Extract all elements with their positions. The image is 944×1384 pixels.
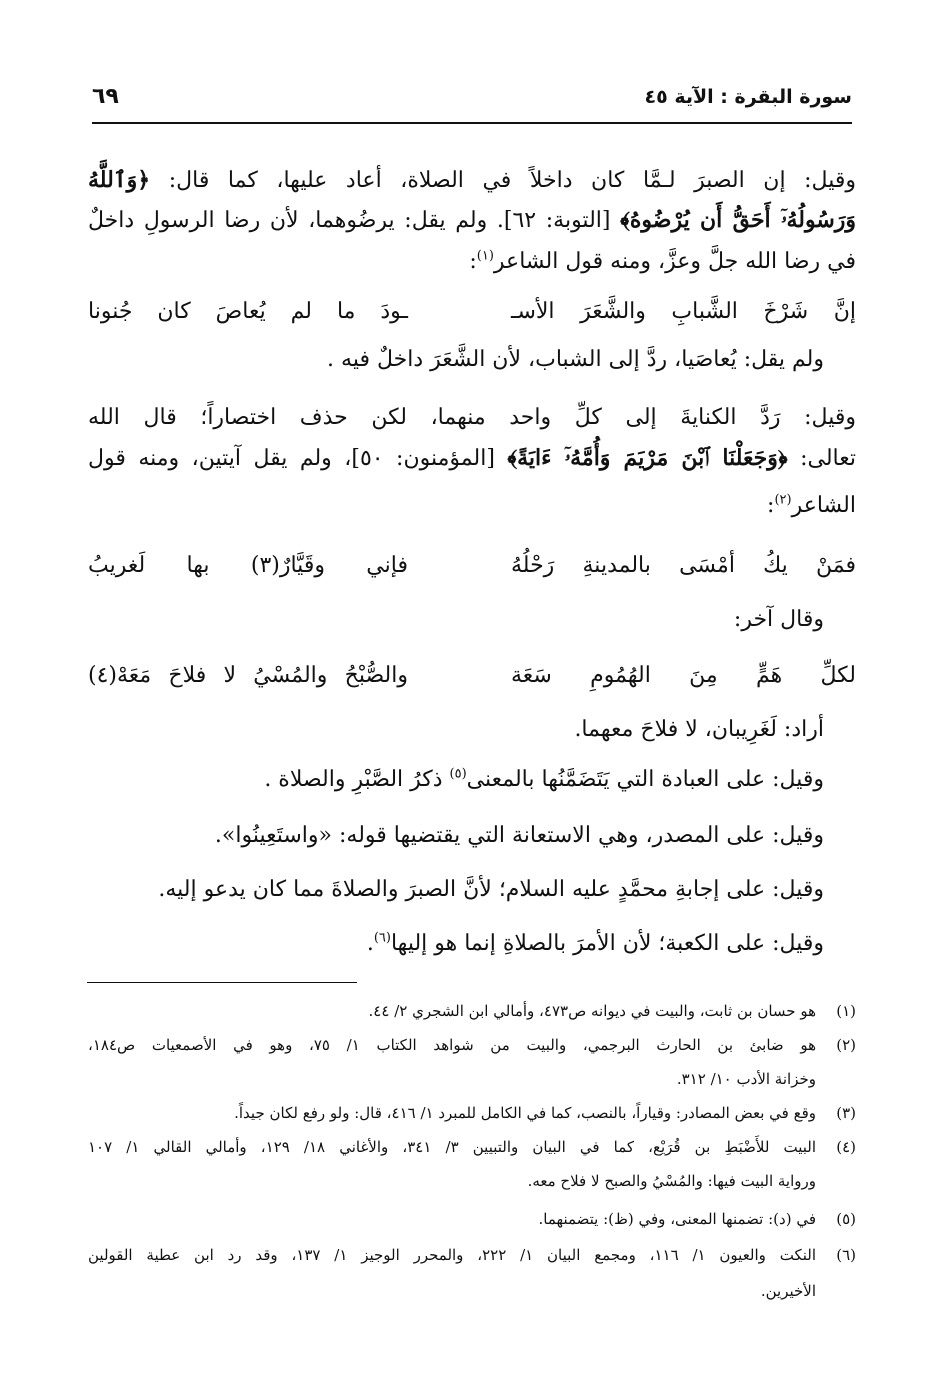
verse-second-hemistich: ـودَ ما لم يُعاصَ كان جُنونا xyxy=(88,299,408,324)
poetry-verse xyxy=(88,292,856,332)
quran-quote: وَرَسُولُهُۥٓ أَحَقُّ أَن يُرْضُوهُ﴾ xyxy=(620,207,857,233)
footnote-separator xyxy=(87,982,357,983)
footnote-number: (٣) xyxy=(836,1104,856,1122)
footnote-text: في (د): تضمنها المعنى، وفي (ظ): يتضمنهما. xyxy=(538,1210,816,1228)
footnote-number: (٢) xyxy=(836,1036,856,1054)
verse-second-hemistich: والصُّبْحُ والمُسْيُ لا فلاحَ مَعَهْ(٤) xyxy=(88,663,408,688)
footnote-number: (١) xyxy=(836,1002,856,1020)
text-line: وقيل: على إجابةِ محمَّدٍ عليه السلام؛ لأنَّ الصبرَ والصلاةَ مما كان يدعو إليه. xyxy=(158,877,824,902)
footnote-text: وخزانة الأدب ١٠/ ٣١٢. xyxy=(676,1070,816,1088)
footnote-text: البيت للأَضْبَطِ بن قُرَيْع، كما في البيان والتبيين ٣/ ٣٤١، والأغاني ١٨/ ١٢٩، وأمالي القالي ١/ ١٠٧ xyxy=(88,1138,817,1156)
footnote-number: (٤) xyxy=(836,1138,856,1156)
footnote-ref[interactable]: (٥) xyxy=(449,766,467,782)
footnote-text: وقع في بعض المصادر: وقياراً، بالنصب، كما في الكامل للمبرد ١/ ٤١٦، قال: ولو رفع لكان جيداً. xyxy=(234,1104,816,1122)
quran-quote: ﴿وَجَعَلْنَا ٱبْنَ مَرْيَمَ وَأُمَّهُۥٓ ءَايَةً﴾ xyxy=(507,445,788,471)
text-line: وقيل: إن الصبرَ لـمَّا كان داخلاً في الصلاة، أعاد عليها، كما قال: ﴿وَٱللَّهُ xyxy=(88,167,856,193)
footnote-text: الأخيرين. xyxy=(760,1282,816,1300)
text-line: وقيل: رَدَّ الكنايةَ إلى كلِّ واحد منهما، لكن حذف اختصاراً؛ قال الله xyxy=(88,405,856,430)
text-line: ولم يقل: يُعاصَيا، ردَّ إلى الشباب، لأن الشَّعَرَ داخلٌ فيه . xyxy=(327,347,824,372)
footnote-text: النكت والعيون ١/ ١١٦، ومجمع البيان ١/ ٢٢٢، والمحرر الوجيز ١/ ١٣٧، وقد رد ابن عطية القولين xyxy=(88,1246,817,1264)
text-line: في رضا الله جلَّ وعزَّ، ومنه قول الشاعر$^{(١)}$: xyxy=(469,248,856,274)
footnote-number: (٦) xyxy=(836,1246,856,1264)
footnote-ref[interactable]: (٢) xyxy=(774,492,792,508)
footnote-ref[interactable]: (١) xyxy=(476,248,494,264)
footnote-text: هو حسان بن ثابت، والبيت في ديوانه ص٤٧٣، وأمالي ابن الشجري ٢/ ٤٤. xyxy=(368,1002,816,1020)
footnote-ref[interactable]: (٦) xyxy=(373,930,391,946)
page-number: ٦٩ xyxy=(92,84,119,109)
footnote-text: هو ضابئ بن الحارث البرجمي، والبيت من شواهد الكتاب ١/ ٧٥، وهو في الأصمعيات ص١٨٤، xyxy=(88,1036,816,1054)
verse-first-hemistich: لكلِّ هَمٍّ مِنَ الهُمُومِ سَعَة xyxy=(511,663,856,688)
text-line: وَرَسُولُهُۥٓ أَحَقُّ أَن يُرْضُوهُ﴾ [التوبة: ٦٢]. ولم يقل: يرضُوهما، لأن رضا الرسولِ داخلٌ xyxy=(88,207,857,233)
footnote-number: (٥) xyxy=(836,1210,856,1228)
text-line: الشاعر$^{(٢)}$: xyxy=(767,492,856,518)
text-line: تعالى: ﴿وَجَعَلْنَا ٱبْنَ مَرْيَمَ وَأُمَّهُۥٓ ءَايَةً﴾ [المؤمنون: ٥٠]، ولم يقل آيتين، ومنه قول xyxy=(88,445,856,471)
surah-title: سورة البقرة : الآية ٤٥ xyxy=(644,86,852,108)
poetry-verse xyxy=(88,656,856,696)
text-line: وقيل: على العبادة التي يَتَضَمَّنُها بالمعنى$^{(٥)}$ ذكرُ الصَّبْرِ والصلاة . xyxy=(264,766,824,792)
footnote-text: ورواية البيت فيها: والمُسْيُ والصبح لا فلاح معه. xyxy=(527,1172,816,1190)
verse-first-hemistich: إنَّ شَرْخَ الشَّبابِ والشَّعَرَ الأسـ xyxy=(511,299,856,324)
text-line: وقيل: على المصدر، وهي الاستعانة التي يقتضيها قوله: «واستَعِينُوا». xyxy=(214,823,824,848)
verse-first-hemistich: فمَنْ يكُ أمْسَى بالمدينةِ رَحْلُهُ xyxy=(511,553,856,578)
text-line: وقيل: على الكعبة؛ لأن الأمرَ بالصلاةِ إنما هو إليها$^{(٦)}$. xyxy=(366,930,824,956)
quran-quote: ﴿وَٱللَّهُ xyxy=(88,167,151,193)
running-header xyxy=(92,86,852,124)
poetry-verse xyxy=(88,546,856,586)
text-line: أراد: لَغَرِيبان، لا فلاحَ معهما. xyxy=(574,717,824,742)
verse-second-hemistich: فإني وقَيَّارٌ(٣) بها لَغريبُ xyxy=(88,553,408,578)
text-line: وقال آخر: xyxy=(733,607,824,632)
